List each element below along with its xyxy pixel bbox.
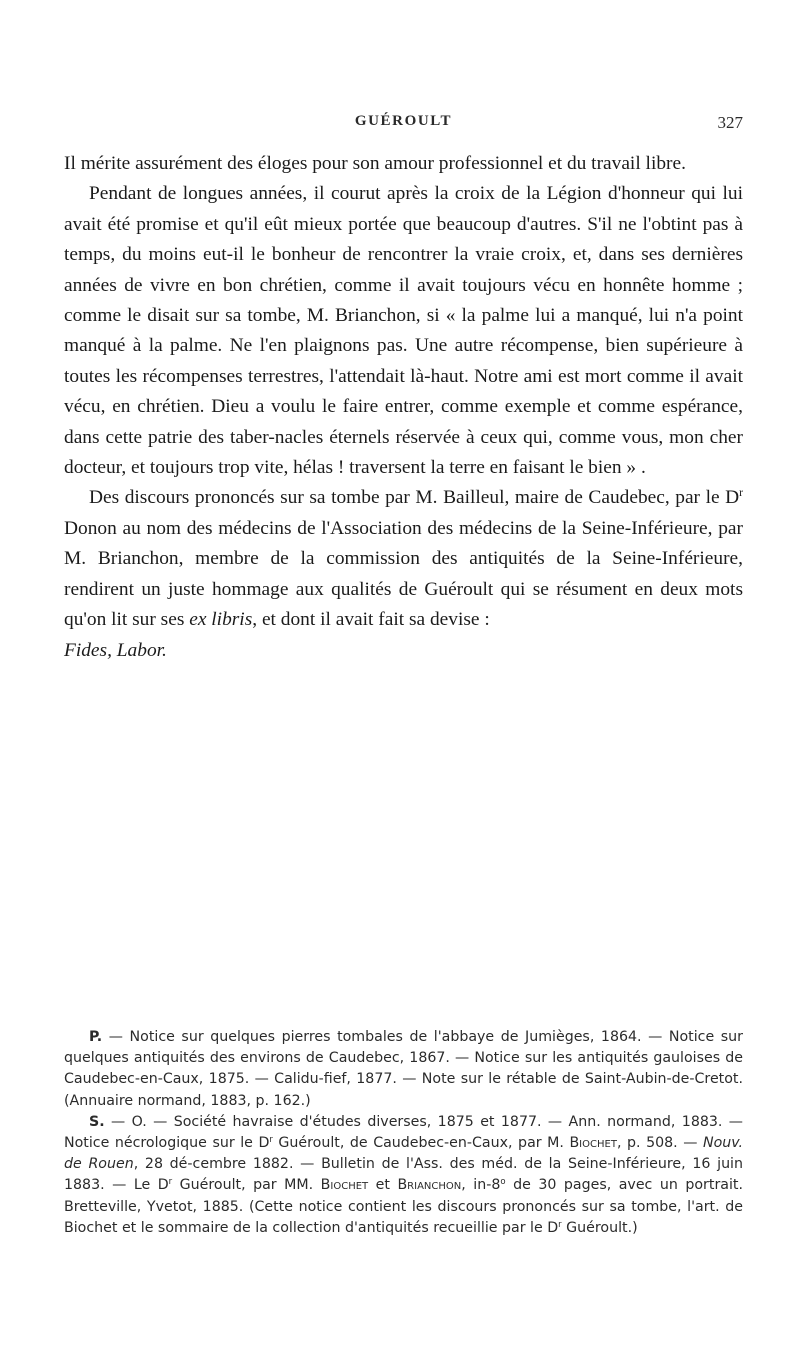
superscript: r [739, 486, 743, 500]
paragraph-1-text: Il mérite assurément des éloges pour son amour professionnel et du travail libre. [64, 153, 686, 174]
paragraph-3 [64, 483, 743, 665]
paragraph-3-text-b: Donon au nom des médecins de l'Association des médecins de la Seine-Inférieure, par M. Brianchon, membre de la commission des antiquités de la Seine-Inférieure, rendirent un juste hommage aux qualités de Guéroult qui se résument en deux mots qu'on lit sur ses [64, 517, 743, 631]
note-s [64, 1112, 743, 1239]
ex-libris-italic: ex libris [189, 609, 253, 631]
note-s-text-5: Guéroult, par MM. [172, 1177, 321, 1194]
paragraph-2-text: Pendant de longues années, il courut après la croix de la Légion d'honneur qui lui avait été promise et qu'il eût mieux portée que beaucoup d'autres. S'il ne l'obtint pas à temps, du moins eut-il le bonheur de rencontrer la vraie croix, et, dans ses dernières années de vivre en bon chrétien, comme il avait toujours vécu en honnête homme ; comme le disait sur sa tombe, M. Brianchon, si « la palme lui a manqué, lui n'a point manqué à la palme. Ne l'en plaignons pas. Une autre récompense, bien supérieure à toutes les récompenses terrestres, l'attendait là-haut. Notre ami est mort comme il avait vécu, en chrétien. Dieu a voulu le faire entrer, comme exemple et comme espérance, dans cette patrie des taber-nacles éternels réservée à ceux qui, comme vous, mon cher docteur, et toujours trop vite, hélas ! traversent la terre en faisant le bien » . [64, 183, 743, 479]
paragraph-3-text-a: Des discours prononcés sur sa tombe par M. Bailleul, maire de Caudebec, par le D [89, 487, 740, 509]
note-p [64, 1027, 743, 1112]
author-name: Biochet [320, 1177, 369, 1194]
running-title: GUÉROULT [354, 113, 453, 129]
page-number: 327 [717, 113, 743, 132]
note-s-text-7: , in-8 [461, 1177, 501, 1194]
note-s-text-9: Guéroult.) [561, 1219, 638, 1236]
author-name: Biochet [569, 1135, 617, 1152]
motto: Fides, Labor. [64, 639, 167, 661]
paragraph-2 [64, 179, 743, 483]
superscript: o [500, 1177, 506, 1188]
note-s-text-4: , 28 dé-cembre 1882. — Bulletin de l'Ass. des méd. de la Seine-Inférieure, 16 juin 1883. — Le D [64, 1156, 743, 1194]
paragraph-1 [64, 149, 743, 179]
note-s-text-1: — O. — Société havraise d'études diverses, 1875 et 1877. — Ann. normand, 1883. — Notice nécrologique sur le D [64, 1113, 743, 1152]
paragraph-3-text-c: , et dont il avait fait sa devise : [252, 609, 490, 631]
superscript: r [269, 1134, 273, 1145]
page-header [64, 113, 743, 139]
superscript: r [558, 1219, 562, 1230]
journal-title: Nouv. de Rouen [64, 1135, 743, 1173]
note-s-text-8: de 30 pages, avec un portrait. Bretteville, Yvetot, 1885. (Cette notice contient les discours prononcés sur sa tombe, l'art. de Biochet et le sommaire de la collection d'antiquités recueillie par le D [64, 1177, 743, 1236]
note-p-text: — Notice sur quelques pierres tombales de l'abbaye de Jumièges, 1864. — Notice sur quelques antiquités des environs de Caudebec, 1867. — Notice sur les antiquités gauloises de Caudebec-en-Caux, 1875. — Calidu-fief, 1877. — Note sur le rétable de Saint-Aubin-de-Cretot. (Annuaire normand, 1883, p. 162.) [64, 1029, 743, 1109]
author-name: Brianchon [397, 1177, 462, 1194]
main-text [64, 149, 743, 666]
note-s-key: S. [89, 1113, 105, 1130]
note-s-text-6: et [368, 1177, 398, 1194]
note-s-text-2: Guéroult, de Caudebec-en-Caux, par M. [272, 1135, 570, 1152]
bibliography-notes [64, 1027, 743, 1239]
note-p-key: P. [89, 1029, 103, 1045]
superscript: r [168, 1177, 173, 1188]
note-s-text-3: , p. 508. — [616, 1135, 703, 1152]
